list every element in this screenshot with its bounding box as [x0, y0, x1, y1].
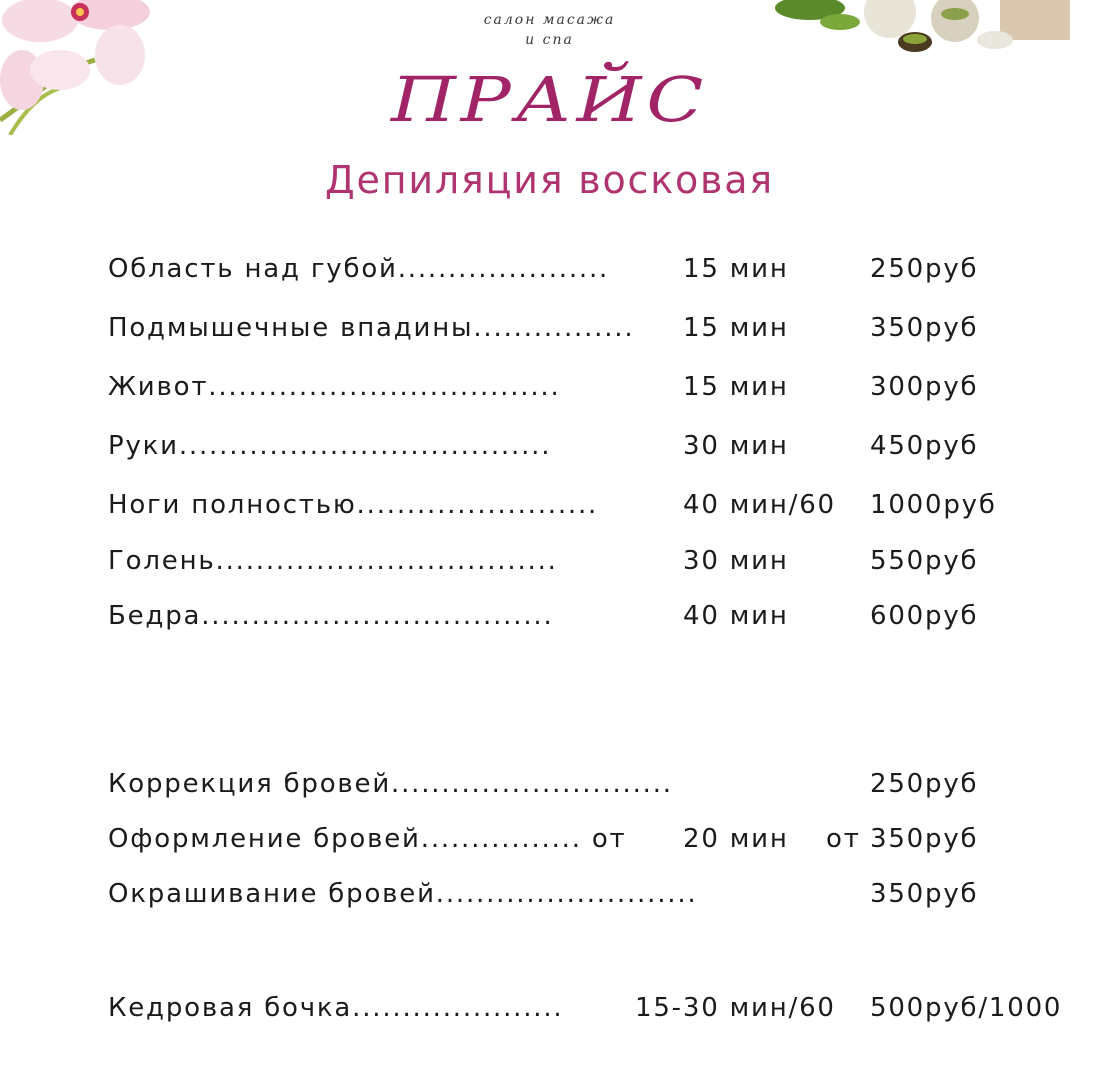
service-price: 300руб: [870, 372, 979, 402]
service-name: Руки.....................................: [108, 431, 552, 461]
service-name: Окрашивание бровей..........................: [108, 879, 698, 909]
service-name: Бедра...................................: [108, 601, 554, 631]
section-title: Депиляция восковая: [325, 158, 774, 202]
service-duration: 30 мин: [683, 546, 789, 576]
service-price: 550руб: [870, 546, 979, 576]
service-duration: 30 мин: [683, 431, 789, 461]
service-name: Оформление бровей................ от: [108, 824, 627, 854]
service-name: Кедровая бочка.....................: [108, 993, 564, 1023]
service-duration: 15 мин: [683, 313, 789, 343]
price-prefix: от: [826, 824, 861, 854]
page-title: ПРАЙС: [390, 63, 709, 136]
service-price: 500руб/1000: [870, 993, 1063, 1023]
service-name: Подмышечные впадины................: [108, 313, 635, 343]
service-price: 350руб: [870, 879, 979, 909]
service-price: 450руб: [870, 431, 979, 461]
service-price: 600руб: [870, 601, 979, 631]
service-name: Живот...................................: [108, 372, 561, 402]
service-name: Голень..................................: [108, 546, 558, 576]
service-duration: 40 мин/60: [683, 490, 836, 520]
service-price: 1000руб: [870, 490, 997, 520]
service-price: 250руб: [870, 769, 979, 799]
service-price: 250руб: [870, 254, 979, 284]
service-duration: 15-30 мин/60: [635, 993, 836, 1023]
service-duration: 15 мин: [683, 372, 789, 402]
service-duration: 40 мин: [683, 601, 789, 631]
service-name: Область над губой.....................: [108, 254, 610, 284]
service-duration: 15 мин: [683, 254, 789, 284]
service-price: 350руб: [870, 824, 979, 854]
service-name: Ноги полностью........................: [108, 490, 599, 520]
service-name: Коррекция бровей............................: [108, 769, 673, 799]
service-duration: 20 мин: [683, 824, 789, 854]
salon-name: салон масажа и спа: [483, 12, 616, 48]
service-price: 350руб: [870, 313, 979, 343]
